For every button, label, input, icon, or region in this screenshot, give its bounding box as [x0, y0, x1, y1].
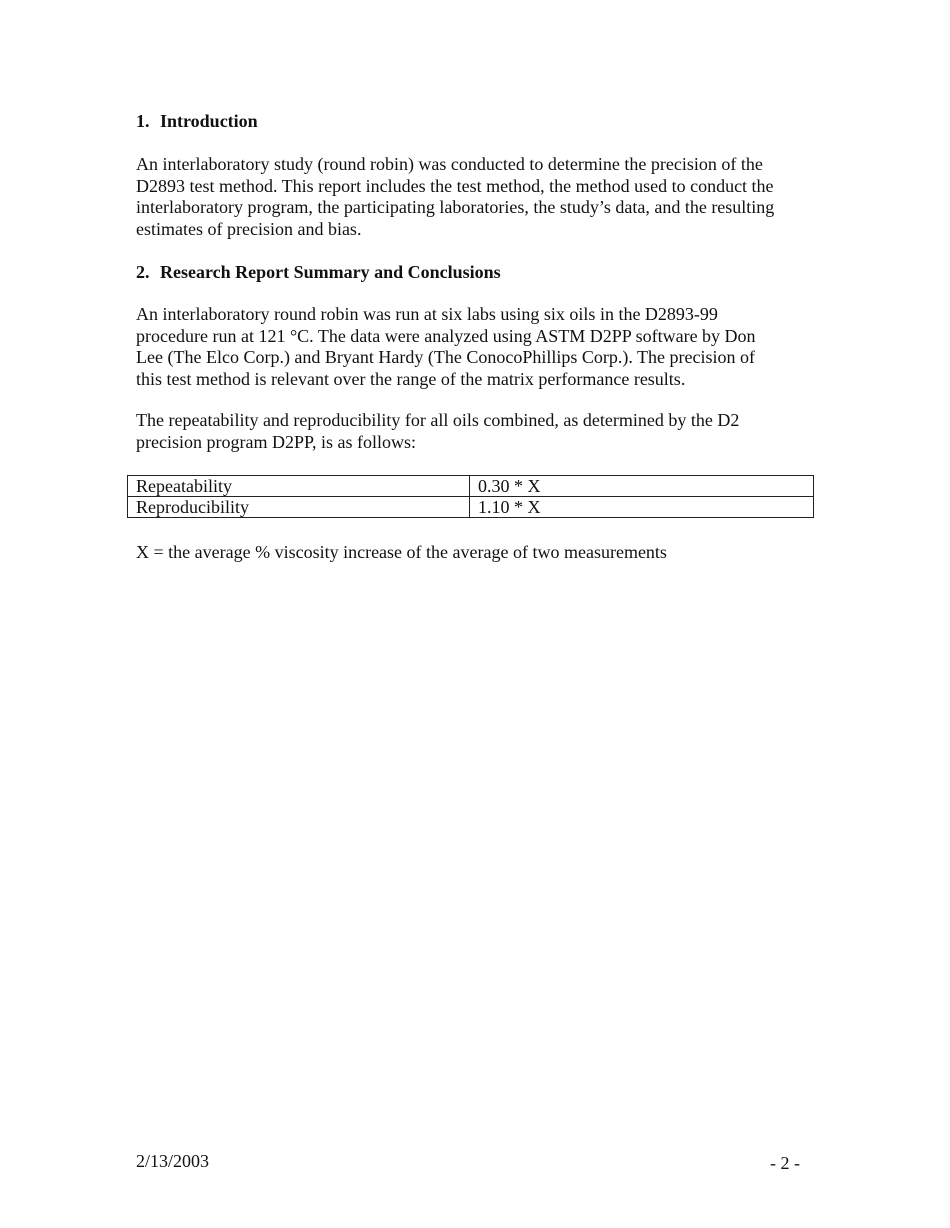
page-number: - 2 -	[770, 1153, 800, 1173]
paragraph-line: this test method is relevant over the range of the matrix performance results.	[136, 368, 686, 389]
paragraph-line: An interlaboratory study (round robin) was conducted to determine the precision of the	[136, 154, 763, 174]
variable-definition-note: X = the average % viscosity increase of the average of two measurements	[136, 542, 667, 562]
footer-date: 2/13/2003	[136, 1151, 210, 1171]
paragraph-line: An interlaboratory round robin was run at six labs using six oils in the D2893-99	[136, 304, 718, 324]
paragraph-line: Lee (The Elco Corp.) and Bryant Hardy (The ConocoPhillips Corp.). The precision of	[136, 347, 756, 367]
precision-intro-paragraph	[136, 410, 816, 453]
table-row	[128, 476, 814, 497]
reproducibility-label: Reproducibility	[128, 497, 470, 518]
paragraph-line: estimates of precision and bias.	[136, 218, 362, 239]
table-row	[128, 497, 814, 518]
summary-paragraph	[136, 304, 816, 390]
precision-table	[127, 475, 814, 518]
paragraph-line: procedure run at 121 °C. The data were analyzed using ASTM D2PP software by Don	[136, 325, 756, 346]
section-heading-introduction	[136, 110, 258, 132]
section-title: Introduction	[160, 111, 258, 131]
repeatability-value: 0.30 * X	[470, 476, 814, 497]
section-number: 1.	[136, 111, 150, 131]
introduction-paragraph	[136, 154, 816, 240]
repeatability-label: Repeatability	[128, 476, 470, 497]
section-title: Research Report Summary and Conclusions	[160, 262, 501, 282]
section-heading-summary	[136, 261, 501, 283]
paragraph-line: interlaboratory program, the participating laboratories, the study’s data, and the resulting	[136, 197, 775, 217]
paragraph-line: precision program D2PP, is as follows:	[136, 431, 416, 452]
paragraph-line: D2893 test method. This report includes the test method, the method used to conduct the	[136, 175, 774, 196]
section-number: 2.	[136, 262, 150, 282]
reproducibility-value: 1.10 * X	[470, 497, 814, 518]
paragraph-line: The repeatability and reproducibility for all oils combined, as determined by the D2	[136, 410, 740, 430]
